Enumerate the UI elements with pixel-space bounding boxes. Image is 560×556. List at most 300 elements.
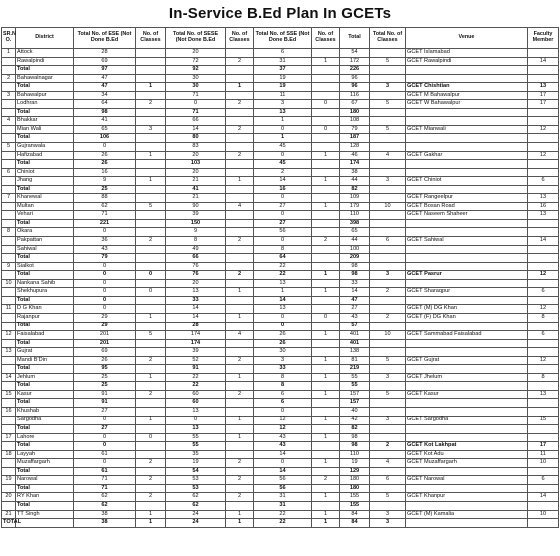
sr-cell <box>2 185 16 194</box>
faculty-cell: 6 <box>528 476 559 485</box>
sr-cell <box>2 467 16 476</box>
sr-cell <box>2 66 16 75</box>
faculty-cell <box>528 219 559 228</box>
total-classes-cell <box>370 425 406 434</box>
sse-cell: 0 <box>254 313 312 322</box>
sese-classes-cell: 2 <box>226 493 254 502</box>
sr-cell: 5 <box>2 143 16 152</box>
sese-classes-cell <box>226 339 254 348</box>
district-cell: Total <box>16 83 74 92</box>
sse-classes-cell <box>312 425 340 434</box>
total-row <box>2 185 559 194</box>
table-row <box>2 356 559 365</box>
sese-cell: 21 <box>166 194 226 203</box>
venue-cell <box>406 365 528 374</box>
table-row <box>2 390 559 399</box>
total-cell: 116 <box>340 91 370 100</box>
sr-cell <box>2 356 16 365</box>
sr-cell: 19 <box>2 476 16 485</box>
ese-classes-cell: 1 <box>136 510 166 519</box>
sse-classes-cell: 1 <box>312 519 340 528</box>
venue-cell <box>406 254 528 263</box>
sese-classes-cell: 2 <box>226 237 254 246</box>
sese-cell: 53 <box>166 484 226 493</box>
sse-cell: 37 <box>254 66 312 75</box>
sse-classes-cell <box>312 49 340 58</box>
district-cell: Chiniot <box>16 168 74 177</box>
total-classes-cell <box>370 228 406 237</box>
total-classes-cell <box>370 348 406 357</box>
sr-cell: 1 <box>2 49 16 58</box>
bed-plan-table <box>1 27 559 528</box>
venue-cell <box>406 108 528 117</box>
total-classes-cell: 5 <box>370 125 406 134</box>
sese-cell: 9 <box>166 228 226 237</box>
sese-cell: 20 <box>166 151 226 160</box>
ese-cell: 36 <box>74 237 136 246</box>
sse-cell: 14 <box>254 467 312 476</box>
faculty-cell: 6 <box>528 331 559 340</box>
total-cell: 42 <box>340 416 370 425</box>
sese-classes-cell <box>226 160 254 169</box>
sese-classes-cell: 2 <box>226 356 254 365</box>
venue-cell: GCET M Bahawalpur <box>406 91 528 100</box>
sr-cell: 17 <box>2 433 16 442</box>
ese-cell: 25 <box>74 373 136 382</box>
total-cell: 157 <box>340 399 370 408</box>
sr-cell: TOTAL <box>2 519 16 528</box>
venue-cell <box>406 262 528 271</box>
ese-cell: 9 <box>74 177 136 186</box>
sese-classes-cell <box>226 407 254 416</box>
faculty-cell: 12 <box>528 151 559 160</box>
sse-cell: 3 <box>254 100 312 109</box>
sese-cell: 66 <box>166 254 226 263</box>
venue-cell: GCET Sammabad Faisalabad <box>406 331 528 340</box>
table-row <box>2 493 559 502</box>
ese-cell: 26 <box>74 356 136 365</box>
ese-cell: 0 <box>74 271 136 280</box>
sese-cell: 66 <box>166 117 226 126</box>
ese-classes-cell <box>136 262 166 271</box>
total-classes-cell <box>370 365 406 374</box>
faculty-cell: 14 <box>528 237 559 246</box>
ese-cell: 26 <box>74 151 136 160</box>
sse-cell: 22 <box>254 519 312 528</box>
ese-cell: 47 <box>74 74 136 83</box>
ese-classes-cell <box>136 450 166 459</box>
district-cell: Sialkot <box>16 262 74 271</box>
district-cell: Narowal <box>16 476 74 485</box>
sse-classes-cell: 2 <box>312 237 340 246</box>
sese-cell: 83 <box>166 143 226 152</box>
district-cell: Gujranwala <box>16 143 74 152</box>
district-cell: Total <box>16 271 74 280</box>
total-classes-cell: 10 <box>370 202 406 211</box>
sse-cell: 0 <box>254 211 312 220</box>
district-cell: Mian Wali <box>16 125 74 134</box>
venue-cell: GCET Naseem Shaheer <box>406 211 528 220</box>
ese-cell: 27 <box>74 425 136 434</box>
total-classes-cell <box>370 194 406 203</box>
ese-classes-cell <box>136 134 166 143</box>
table-row <box>2 228 559 237</box>
district-cell: Mandi B'Din <box>16 356 74 365</box>
district-cell: Total <box>16 339 74 348</box>
sr-cell: 14 <box>2 373 16 382</box>
venue-cell <box>406 279 528 288</box>
table-row <box>2 305 559 314</box>
total-classes-cell: 3 <box>370 416 406 425</box>
sese-cell: 35 <box>166 450 226 459</box>
ese-classes-cell <box>136 339 166 348</box>
sese-cell: 0 <box>166 100 226 109</box>
table-row <box>2 459 559 468</box>
total-classes-cell: 5 <box>370 493 406 502</box>
faculty-cell <box>528 108 559 117</box>
venue-cell <box>406 407 528 416</box>
venue-cell <box>406 143 528 152</box>
sse-classes-cell: 0 <box>312 313 340 322</box>
venue-cell: GCET Jhelum <box>406 373 528 382</box>
total-cell: 98 <box>340 271 370 280</box>
sse-cell: 8 <box>254 382 312 391</box>
sese-cell: 91 <box>166 365 226 374</box>
ese-cell: 62 <box>74 493 136 502</box>
sr-cell: 4 <box>2 117 16 126</box>
sese-classes-cell <box>226 168 254 177</box>
sese-classes-cell <box>226 194 254 203</box>
sse-classes-cell <box>312 228 340 237</box>
sese-classes-cell <box>226 108 254 117</box>
total-classes-cell: 2 <box>370 442 406 451</box>
sese-classes-cell: 2 <box>226 459 254 468</box>
total-cell: 172 <box>340 57 370 66</box>
faculty-cell <box>528 467 559 476</box>
ese-classes-cell <box>136 425 166 434</box>
sese-cell: 30 <box>166 74 226 83</box>
district-cell: Total <box>16 442 74 451</box>
faculty-cell <box>528 134 559 143</box>
district-cell: Total <box>16 501 74 510</box>
sse-cell: 56 <box>254 476 312 485</box>
venue-cell <box>406 245 528 254</box>
ese-classes-cell: 1 <box>136 313 166 322</box>
ese-cell: 201 <box>74 331 136 340</box>
sr-cell <box>2 83 16 92</box>
total-classes-cell: 2 <box>370 288 406 297</box>
sr-cell <box>2 100 16 109</box>
table-row <box>2 194 559 203</box>
ese-classes-cell: 3 <box>136 125 166 134</box>
venue-cell <box>406 519 528 528</box>
sr-cell: 6 <box>2 168 16 177</box>
total-cell: 98 <box>340 442 370 451</box>
faculty-cell <box>528 74 559 83</box>
district-cell: Rajanpur <box>16 313 74 322</box>
sse-cell: 14 <box>254 177 312 186</box>
total-cell: 54 <box>340 49 370 58</box>
total-classes-cell: 5 <box>370 390 406 399</box>
ese-cell: 0 <box>74 228 136 237</box>
ese-classes-cell: 1 <box>136 177 166 186</box>
sr-cell <box>2 254 16 263</box>
ese-cell: 0 <box>74 433 136 442</box>
faculty-cell: 10 <box>528 459 559 468</box>
faculty-cell <box>528 254 559 263</box>
sese-classes-cell <box>226 501 254 510</box>
sse-cell: 13 <box>254 305 312 314</box>
table-row <box>2 510 559 519</box>
total-classes-cell: 5 <box>370 356 406 365</box>
sese-cell: 54 <box>166 467 226 476</box>
sse-cell: 22 <box>254 510 312 519</box>
total-cell: 110 <box>340 211 370 220</box>
sse-classes-cell <box>312 108 340 117</box>
venue-cell: GCET Rangeelpur <box>406 194 528 203</box>
sse-classes-cell <box>312 348 340 357</box>
faculty-cell: 16 <box>528 202 559 211</box>
sse-cell: 27 <box>254 219 312 228</box>
sr-cell <box>2 339 16 348</box>
sese-cell: 62 <box>166 501 226 510</box>
sse-classes-cell <box>312 467 340 476</box>
sese-cell: 39 <box>166 348 226 357</box>
total-classes-cell <box>370 134 406 143</box>
venue-cell: GCET (M) DG Khan <box>406 305 528 314</box>
sse-classes-cell: 1 <box>312 433 340 442</box>
sse-cell: 11 <box>254 91 312 100</box>
district-cell <box>16 519 74 528</box>
total-cell: 96 <box>340 83 370 92</box>
total-cell: 110 <box>340 450 370 459</box>
total-cell: 180 <box>340 476 370 485</box>
sese-classes-cell: 1 <box>226 510 254 519</box>
ese-classes-cell: 2 <box>136 390 166 399</box>
faculty-cell: 12 <box>528 356 559 365</box>
venue-cell <box>406 160 528 169</box>
ese-cell: 38 <box>74 519 136 528</box>
district-cell: Shekhupura <box>16 288 74 297</box>
total-classes-cell: 10 <box>370 331 406 340</box>
ese-cell: 38 <box>74 510 136 519</box>
ese-classes-cell <box>136 442 166 451</box>
ese-cell: 221 <box>74 219 136 228</box>
sese-cell: 92 <box>166 66 226 75</box>
district-cell: Multan <box>16 202 74 211</box>
ese-classes-cell <box>136 407 166 416</box>
sse-cell: 56 <box>254 484 312 493</box>
ese-cell: 62 <box>74 501 136 510</box>
table-row <box>2 100 559 109</box>
total-classes-cell <box>370 501 406 510</box>
faculty-cell: 8 <box>528 373 559 382</box>
venue-cell: GCET Khanpur <box>406 493 528 502</box>
total-cell: 138 <box>340 348 370 357</box>
sese-classes-cell <box>226 117 254 126</box>
sse-classes-cell <box>312 143 340 152</box>
sr-cell <box>2 108 16 117</box>
faculty-cell: 6 <box>528 177 559 186</box>
total-cell: 33 <box>340 279 370 288</box>
sese-classes-cell <box>226 66 254 75</box>
total-classes-cell: 5 <box>370 100 406 109</box>
faculty-cell: 17 <box>528 442 559 451</box>
ese-cell: 25 <box>74 185 136 194</box>
faculty-cell <box>528 519 559 528</box>
total-classes-cell <box>370 407 406 416</box>
venue-cell: GCET Gujrat <box>406 356 528 365</box>
faculty-cell <box>528 348 559 357</box>
sese-cell: 60 <box>166 399 226 408</box>
sese-classes-cell: 2 <box>226 100 254 109</box>
ese-classes-cell: 2 <box>136 237 166 246</box>
total-cell: 174 <box>340 160 370 169</box>
sse-classes-cell <box>312 66 340 75</box>
table-row <box>2 49 559 58</box>
ese-cell: 27 <box>74 407 136 416</box>
sse-classes-cell: 0 <box>312 100 340 109</box>
venue-cell <box>406 399 528 408</box>
ese-cell: 0 <box>74 296 136 305</box>
venue-cell: GCET W Bahawalpur <box>406 100 528 109</box>
venue-cell <box>406 322 528 331</box>
sse-classes-cell <box>312 245 340 254</box>
sse-cell: 22 <box>254 271 312 280</box>
ese-cell: 71 <box>74 484 136 493</box>
sese-cell: 0 <box>166 416 226 425</box>
total-classes-cell: 3 <box>370 177 406 186</box>
district-cell: TT Singh <box>16 510 74 519</box>
sse-cell: 6 <box>254 390 312 399</box>
total-cell: 84 <box>340 510 370 519</box>
total-cell: 67 <box>340 100 370 109</box>
total-row <box>2 365 559 374</box>
sse-cell: 1 <box>254 117 312 126</box>
table-row <box>2 245 559 254</box>
district-cell: Bahawalpur <box>16 91 74 100</box>
sse-cell: 0 <box>254 237 312 246</box>
venue-cell: GCET Sharaqpur <box>406 288 528 297</box>
total-row <box>2 484 559 493</box>
sese-cell: 62 <box>166 493 226 502</box>
ese-cell: 71 <box>74 211 136 220</box>
ese-classes-cell <box>136 117 166 126</box>
faculty-cell: 17 <box>528 91 559 100</box>
venue-cell <box>406 117 528 126</box>
table-row <box>2 407 559 416</box>
table-row <box>2 450 559 459</box>
header-cell: Total No. of SSE (Not Done B.Ed <box>254 28 312 49</box>
sese-cell: 24 <box>166 519 226 528</box>
venue-cell: GCET Muzaffargarh <box>406 459 528 468</box>
sr-cell: 12 <box>2 331 16 340</box>
table-row <box>2 313 559 322</box>
total-classes-cell <box>370 254 406 263</box>
sr-cell <box>2 245 16 254</box>
total-cell: 82 <box>340 425 370 434</box>
ese-classes-cell <box>136 185 166 194</box>
total-classes-cell: 5 <box>370 57 406 66</box>
sse-classes-cell <box>312 194 340 203</box>
table-row <box>2 211 559 220</box>
faculty-cell: 13 <box>528 194 559 203</box>
ese-cell: 97 <box>74 66 136 75</box>
sese-classes-cell <box>226 425 254 434</box>
venue-cell <box>406 134 528 143</box>
total-row <box>2 66 559 75</box>
ese-classes-cell: 0 <box>136 288 166 297</box>
total-row <box>2 501 559 510</box>
total-row <box>2 322 559 331</box>
sese-classes-cell <box>226 450 254 459</box>
sese-cell: 21 <box>166 177 226 186</box>
sse-classes-cell <box>312 501 340 510</box>
sese-classes-cell: 1 <box>226 373 254 382</box>
sse-cell: 31 <box>254 493 312 502</box>
ese-cell: 98 <box>74 108 136 117</box>
sse-classes-cell: 1 <box>312 416 340 425</box>
total-row <box>2 467 559 476</box>
ese-cell: 62 <box>74 202 136 211</box>
ese-cell: 0 <box>74 288 136 297</box>
total-row <box>2 160 559 169</box>
sr-cell <box>2 160 16 169</box>
ese-classes-cell: 2 <box>136 493 166 502</box>
venue-cell: GCET Sargodha <box>406 416 528 425</box>
sese-cell: 28 <box>166 322 226 331</box>
total-classes-cell <box>370 91 406 100</box>
total-row <box>2 296 559 305</box>
district-cell: Total <box>16 296 74 305</box>
header-cell: District <box>16 28 74 49</box>
total-cell: 44 <box>340 237 370 246</box>
district-cell: Jhang <box>16 177 74 186</box>
ese-cell: 106 <box>74 134 136 143</box>
sese-classes-cell <box>226 143 254 152</box>
ese-cell: 88 <box>74 194 136 203</box>
faculty-cell: 17 <box>528 100 559 109</box>
faculty-cell <box>528 117 559 126</box>
venue-cell <box>406 74 528 83</box>
ese-classes-cell <box>136 91 166 100</box>
faculty-cell <box>528 228 559 237</box>
sese-cell: 14 <box>166 313 226 322</box>
ese-cell: 41 <box>74 117 136 126</box>
venue-cell: GCET Narowal <box>406 476 528 485</box>
district-cell: Total <box>16 425 74 434</box>
header-cell: Total No. of Classes <box>370 28 406 49</box>
district-cell: Faisalabad <box>16 331 74 340</box>
total-cell: 55 <box>340 373 370 382</box>
total-row <box>2 442 559 451</box>
sse-classes-cell: 1 <box>312 57 340 66</box>
ese-cell: 95 <box>74 365 136 374</box>
sr-cell <box>2 365 16 374</box>
venue-cell <box>406 433 528 442</box>
sese-classes-cell <box>226 134 254 143</box>
total-classes-cell <box>370 339 406 348</box>
sse-cell: 27 <box>254 202 312 211</box>
total-cell: 43 <box>340 313 370 322</box>
total-cell: 219 <box>340 365 370 374</box>
header-cell: Faculty Member <box>528 28 559 49</box>
sse-classes-cell <box>312 382 340 391</box>
ese-classes-cell: 1 <box>136 83 166 92</box>
total-cell: 209 <box>340 254 370 263</box>
total-classes-cell <box>370 117 406 126</box>
sse-classes-cell: 1 <box>312 510 340 519</box>
